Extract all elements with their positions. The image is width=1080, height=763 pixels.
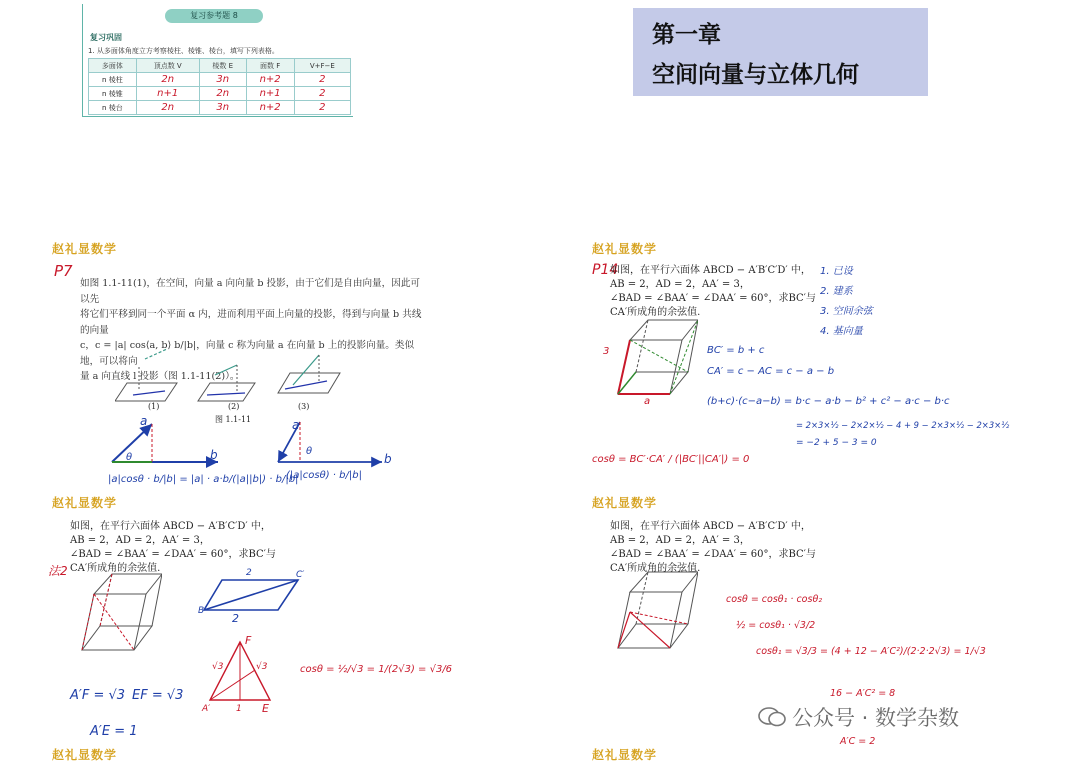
vertex-label: F bbox=[245, 634, 252, 647]
theta-label: θ bbox=[126, 452, 133, 463]
vertex-label: E bbox=[262, 702, 269, 715]
equation: = −2 + 5 − 3 = 0 bbox=[796, 438, 877, 448]
watermark: 公众号 · 数学杂数 bbox=[792, 706, 960, 730]
signature: 赵礼显数学 bbox=[592, 242, 658, 256]
signature: 赵礼显数学 bbox=[52, 242, 118, 256]
theta-label: θ bbox=[306, 446, 313, 457]
equation: ½ = cosθ₁ · √3/2 bbox=[736, 620, 816, 631]
projection-formula-2: (|a|cosθ) · b/|b| bbox=[286, 470, 362, 481]
review-question: 1. 从多面体角度立方考察棱柱、棱锥、棱台，填写下列表格。 bbox=[88, 47, 279, 55]
equation: A′E = 1 bbox=[90, 724, 138, 739]
chapter-title: 空间向量与立体几何 bbox=[652, 62, 859, 88]
parallelepiped-figure bbox=[608, 568, 698, 656]
vertex-label: A′ bbox=[202, 704, 211, 714]
projection-formula: |a|cosθ · b/|b| = |a| · a·b/(|a||b|) · b/|b| bbox=[108, 474, 299, 485]
wechat-icon bbox=[758, 706, 786, 728]
table-row: n 棱柱 2n 3n n+2 2 bbox=[89, 73, 351, 87]
equation: EF = √3 bbox=[132, 688, 184, 703]
equation: = 2×3×½ − 2×2×½ − 4 + 9 − 2×3×½ − 2×3×½ bbox=[796, 420, 1010, 430]
equation: A′C = 2 bbox=[840, 736, 876, 747]
problem-text: 如图，在平行六面体 ABCD − A′B′C′D′ 中， AB = 2，AD = 2，AA′ = 3， ∠BAD = ∠BAA′ = ∠DAA′ = 60°，求BC′与 CA′所成角的余弦值. bbox=[610, 521, 816, 574]
equation: cosθ₁ = √3/3 = (4 + 12 − A′C²)/(2·2·2√3) = 1/√3 bbox=[756, 646, 986, 657]
page-mark: P14 bbox=[592, 262, 619, 278]
edge-value: √3 bbox=[256, 662, 268, 672]
fig-label: (2) bbox=[228, 402, 240, 411]
equation: (b+c)·(c−a−b) = b·c − a·b − b² + c² − a·c − b·c bbox=[707, 396, 950, 407]
review-heading: 复习巩固 bbox=[90, 33, 122, 42]
cosine-result: cosθ = BC′·CA′ / (|BC′||CA′|) = 0 bbox=[592, 454, 750, 465]
parallelepiped-figure bbox=[72, 570, 162, 656]
table-header-row: 多面体 顶点数 V 棱数 E 面数 F V+F−E bbox=[89, 59, 351, 73]
vertex-label: B bbox=[198, 606, 205, 616]
edge-value: 2 bbox=[232, 612, 239, 625]
equation: BC′ = b + c bbox=[707, 345, 765, 356]
signature: 赵礼显数学 bbox=[52, 748, 118, 762]
equation: 16 − A′C² = 8 bbox=[830, 688, 896, 699]
signature: 赵礼显数学 bbox=[52, 496, 118, 510]
edge-value: 1 bbox=[236, 704, 242, 714]
vector-a-label: a bbox=[140, 414, 148, 428]
fig-label: (1) bbox=[148, 402, 160, 411]
chapter-number: 第一章 bbox=[652, 22, 721, 48]
parallelogram-sketch bbox=[196, 574, 306, 624]
vector-b-label: b bbox=[210, 448, 218, 462]
signature: 赵礼显数学 bbox=[592, 748, 658, 762]
fig-caption: 图 1.1-11 bbox=[215, 415, 252, 424]
table-row: n 棱锥 n+1 2n n+1 2 bbox=[89, 87, 351, 101]
fig-label: (3) bbox=[298, 402, 310, 411]
projection-text: 如图 1.1-11(1)，在空间，向量 a 向向量 b 投影，由于它们是自由向量，因此可以先 将它们平移到同一个平面 α 内，进而利用平面上向量的投影，得到与向量 b 共线的向量 c，c = |a| cos⟨a, b⟩ b/|b|，向量 c 称为向量 a 在向量 b 上的投影向量。类似地，可以将向 量 a 向直线 l 投影（图 1.1-11(2)）。 bbox=[80, 278, 422, 382]
problem-text: 如图，在平行六面体 ABCD − A′B′C′D′ 中， AB = 2，AD = 2，AA′ = 3， ∠BAD = ∠BAA′ = ∠DAA′ = 60°，求BC′与 CA′所成角的余弦值. bbox=[610, 265, 816, 318]
edge-value: a bbox=[644, 396, 651, 407]
vector-a-label: a bbox=[292, 418, 300, 432]
method-label: 法2 bbox=[48, 564, 68, 578]
equation: A′F = √3 bbox=[70, 688, 126, 703]
review-banner: 复习参考题 8 bbox=[165, 9, 263, 23]
equation: cosθ = cosθ₁ · cosθ₂ bbox=[726, 594, 823, 605]
table-row: n 棱台 2n 3n n+2 2 bbox=[89, 101, 351, 115]
edge-value: 2 bbox=[246, 568, 252, 578]
parallelepiped-figure bbox=[608, 318, 698, 400]
problem-text: 如图，在平行六面体 ABCD − A′B′C′D′ 中， AB = 2，AD = 2，AA′ = 3， ∠BAD = ∠BAA′ = ∠DAA′ = 60°，求BC′与 CA′所成角的余弦值. bbox=[70, 521, 276, 574]
cosine-result: cosθ = ½/√3 = 1/(2√3) = √3/6 bbox=[300, 664, 453, 675]
edge-value: √3 bbox=[212, 662, 224, 672]
vertex-label: C′ bbox=[296, 570, 305, 580]
equation: CA′ = c − AC = c − a − b bbox=[707, 366, 835, 377]
signature: 赵礼显数学 bbox=[592, 496, 658, 510]
vector-b-label: b bbox=[384, 452, 392, 466]
edge-value: 3 bbox=[603, 346, 610, 357]
solution-steps: 1. 已设 2. 建系 3. 空间余弦 4. 基向量 bbox=[820, 266, 873, 337]
polyhedron-table bbox=[88, 58, 351, 115]
page-mark: P7 bbox=[54, 262, 73, 280]
